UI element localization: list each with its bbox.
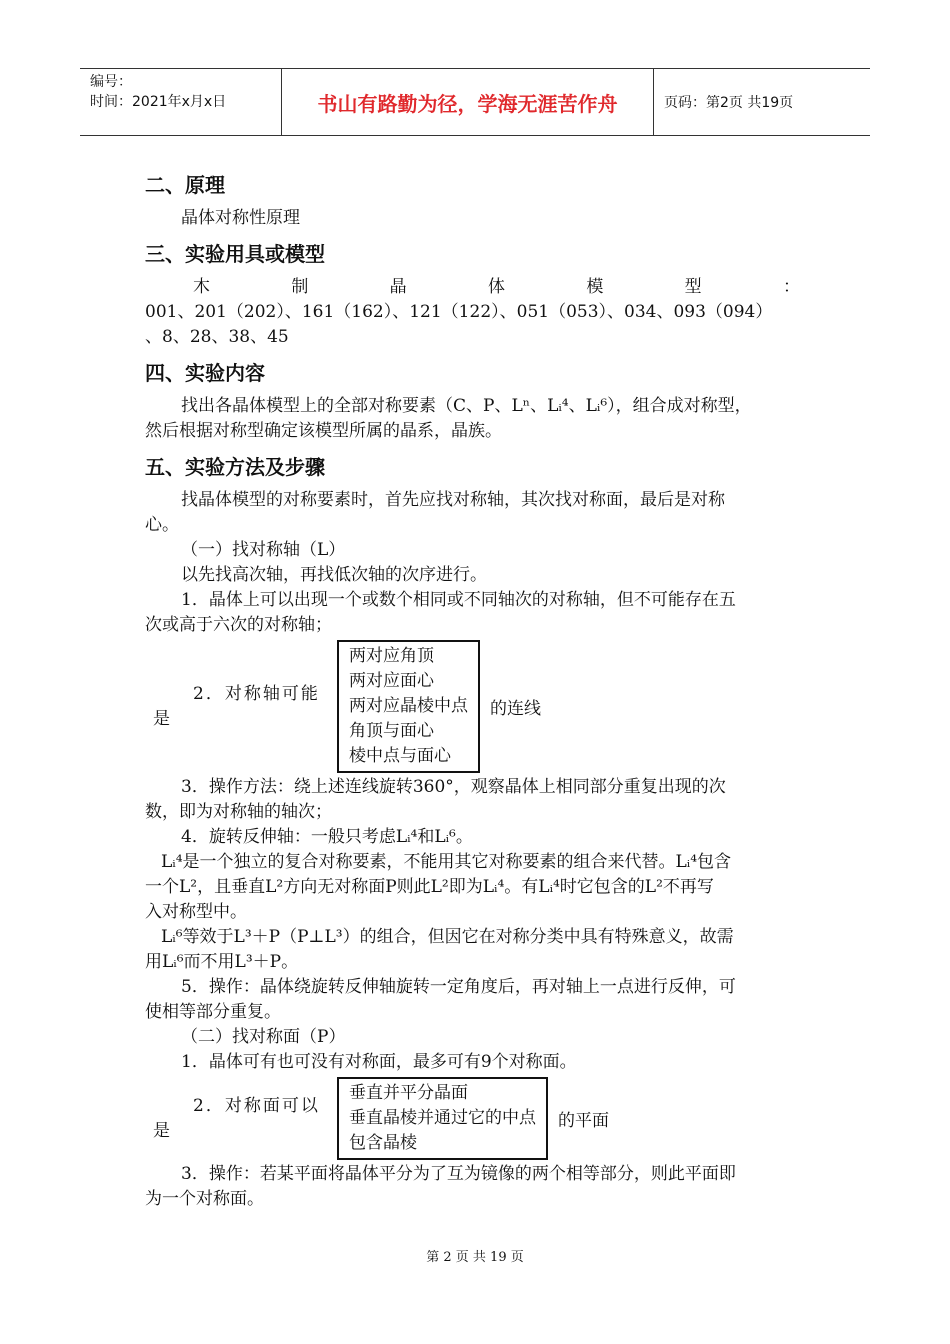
header-slogan: 书山有路勤为径，学海无涯苦作舟 xyxy=(282,69,654,135)
section-5-title: 五、实验方法及步骤 xyxy=(145,455,325,479)
section-3-models-line-2: 、8、28、38、45 xyxy=(145,327,289,347)
plane-item-3: 3．操作：若某平面将晶体平分为了互为镜像的两个相等部分，则此平面即 xyxy=(181,1164,736,1184)
header-time-label: 时间：2021年x月x日 xyxy=(90,94,227,110)
header-page-label: 页码：第2页 共19页 xyxy=(664,95,794,111)
subsection-axis-desc: 以先找高次轴，再找低次轴的次序进行。 xyxy=(181,565,487,585)
spread-char: 体 xyxy=(487,277,505,297)
li6-para: Lᵢ⁶等效于L³＋P（P⊥L³）的组合，但因它在对称分类中具有特殊意义，故需 xyxy=(161,927,734,947)
spread-char: 木 xyxy=(193,277,210,297)
box-option: 包含晶棱 xyxy=(349,1133,417,1153)
document-body xyxy=(145,168,810,1212)
axis-options-box xyxy=(337,640,480,773)
box-option: 棱中点与面心 xyxy=(349,746,451,766)
spread-char: 模 xyxy=(586,277,604,297)
axis-item-2 xyxy=(145,640,810,773)
section-5-intro-cont: 心。 xyxy=(145,515,179,535)
axis-item-1: 1．晶体上可以出现一个或数个相同或不同轴次的对称轴，但不可能存在五 xyxy=(181,590,736,610)
header-table xyxy=(80,68,870,136)
li4-para-cont-2: 入对称型中。 xyxy=(145,902,247,922)
subsection-axis-title: （一）找对称轴（L） xyxy=(181,540,346,560)
box-option: 垂直晶棱并通过它的中点 xyxy=(349,1108,536,1128)
li4-para: Lᵢ⁴是一个独立的复合对称要素，不能用其它对称要素的组合来代替。Lᵢ⁴包含 xyxy=(161,852,732,872)
axis-item-1-cont: 次或高于六次的对称轴； xyxy=(145,615,332,635)
li4-para-cont: 一个L²，且垂直L²方向无对称面P则此L²即为Lᵢ⁴。有Lᵢ⁴时它包含的L²不再写 xyxy=(145,877,714,897)
plane-item-2-label: 2．对称面可以 是 xyxy=(153,1095,320,1141)
plane-item-1: 1．晶体可有也可没有对称面，最多可有9个对称面。 xyxy=(181,1052,577,1072)
section-3-models-line: 001、201（202）、161（162）、121（122）、051（053）、034、093（094） xyxy=(145,302,773,322)
plane-item-2 xyxy=(145,1077,810,1160)
header-number-label: 编号： xyxy=(90,74,132,90)
section-2-body: 晶体对称性原理 xyxy=(181,208,300,228)
subsection-plane-title: （二）找对称面（P） xyxy=(181,1027,346,1047)
section-5-intro: 找晶体模型的对称要素时，首先应找对称轴，其次找对称面，最后是对称 xyxy=(181,490,725,510)
axis-item-3: 3．操作方法：绕上述连线旋转360°，观察晶体上相同部分重复出现的次 xyxy=(181,777,726,797)
spread-char: 晶 xyxy=(389,277,407,297)
section-3-spread-line xyxy=(145,275,810,300)
plane-item-2-suffix: 的平面 xyxy=(558,1111,609,1131)
page-footer: 第 2 页 共 19 页 xyxy=(426,1250,524,1265)
spread-char: 制 xyxy=(291,277,309,297)
plane-item-3-cont: 为一个对称面。 xyxy=(145,1189,264,1209)
axis-item-3-cont: 数，即为对称轴的轴次； xyxy=(145,802,332,822)
spread-char: ： xyxy=(782,277,800,297)
section-2-title: 二、原理 xyxy=(145,173,225,197)
axis-item-5-cont: 使相等部分重复。 xyxy=(145,1002,281,1022)
axis-item-2-label: 2．对称轴可能 是 xyxy=(153,683,320,729)
box-option: 两对应晶棱中点 xyxy=(349,696,468,716)
box-option: 两对应面心 xyxy=(349,671,434,691)
axis-item-5: 5．操作：晶体绕旋转反伸轴旋转一定角度后，再对轴上一点进行反伸，可 xyxy=(181,977,736,997)
section-4-para-1: 找出各晶体模型上的全部对称要素（C、P、Lⁿ、Lᵢ⁴、Lᵢ⁶），组合成对称型， xyxy=(181,396,752,416)
spread-char: 型 xyxy=(684,277,702,297)
axis-item-4: 4．旋转反伸轴：一般只考虑Lᵢ⁴和Lᵢ⁶。 xyxy=(181,827,473,847)
axis-item-2-suffix: 的连线 xyxy=(490,699,541,719)
box-option: 两对应角顶 xyxy=(349,646,434,666)
header-left-cell xyxy=(80,69,282,135)
box-option: 垂直并平分晶面 xyxy=(349,1083,468,1103)
plane-options-box xyxy=(337,1077,548,1160)
li6-para-cont: 用Lᵢ⁶而不用L³＋P。 xyxy=(145,952,299,972)
section-4-title: 四、实验内容 xyxy=(145,361,265,385)
section-4-para-2: 然后根据对称型确定该模型所属的晶系，晶族。 xyxy=(145,421,502,441)
section-3-title: 三、实验用具或模型 xyxy=(145,242,325,266)
box-option: 角顶与面心 xyxy=(349,721,434,741)
